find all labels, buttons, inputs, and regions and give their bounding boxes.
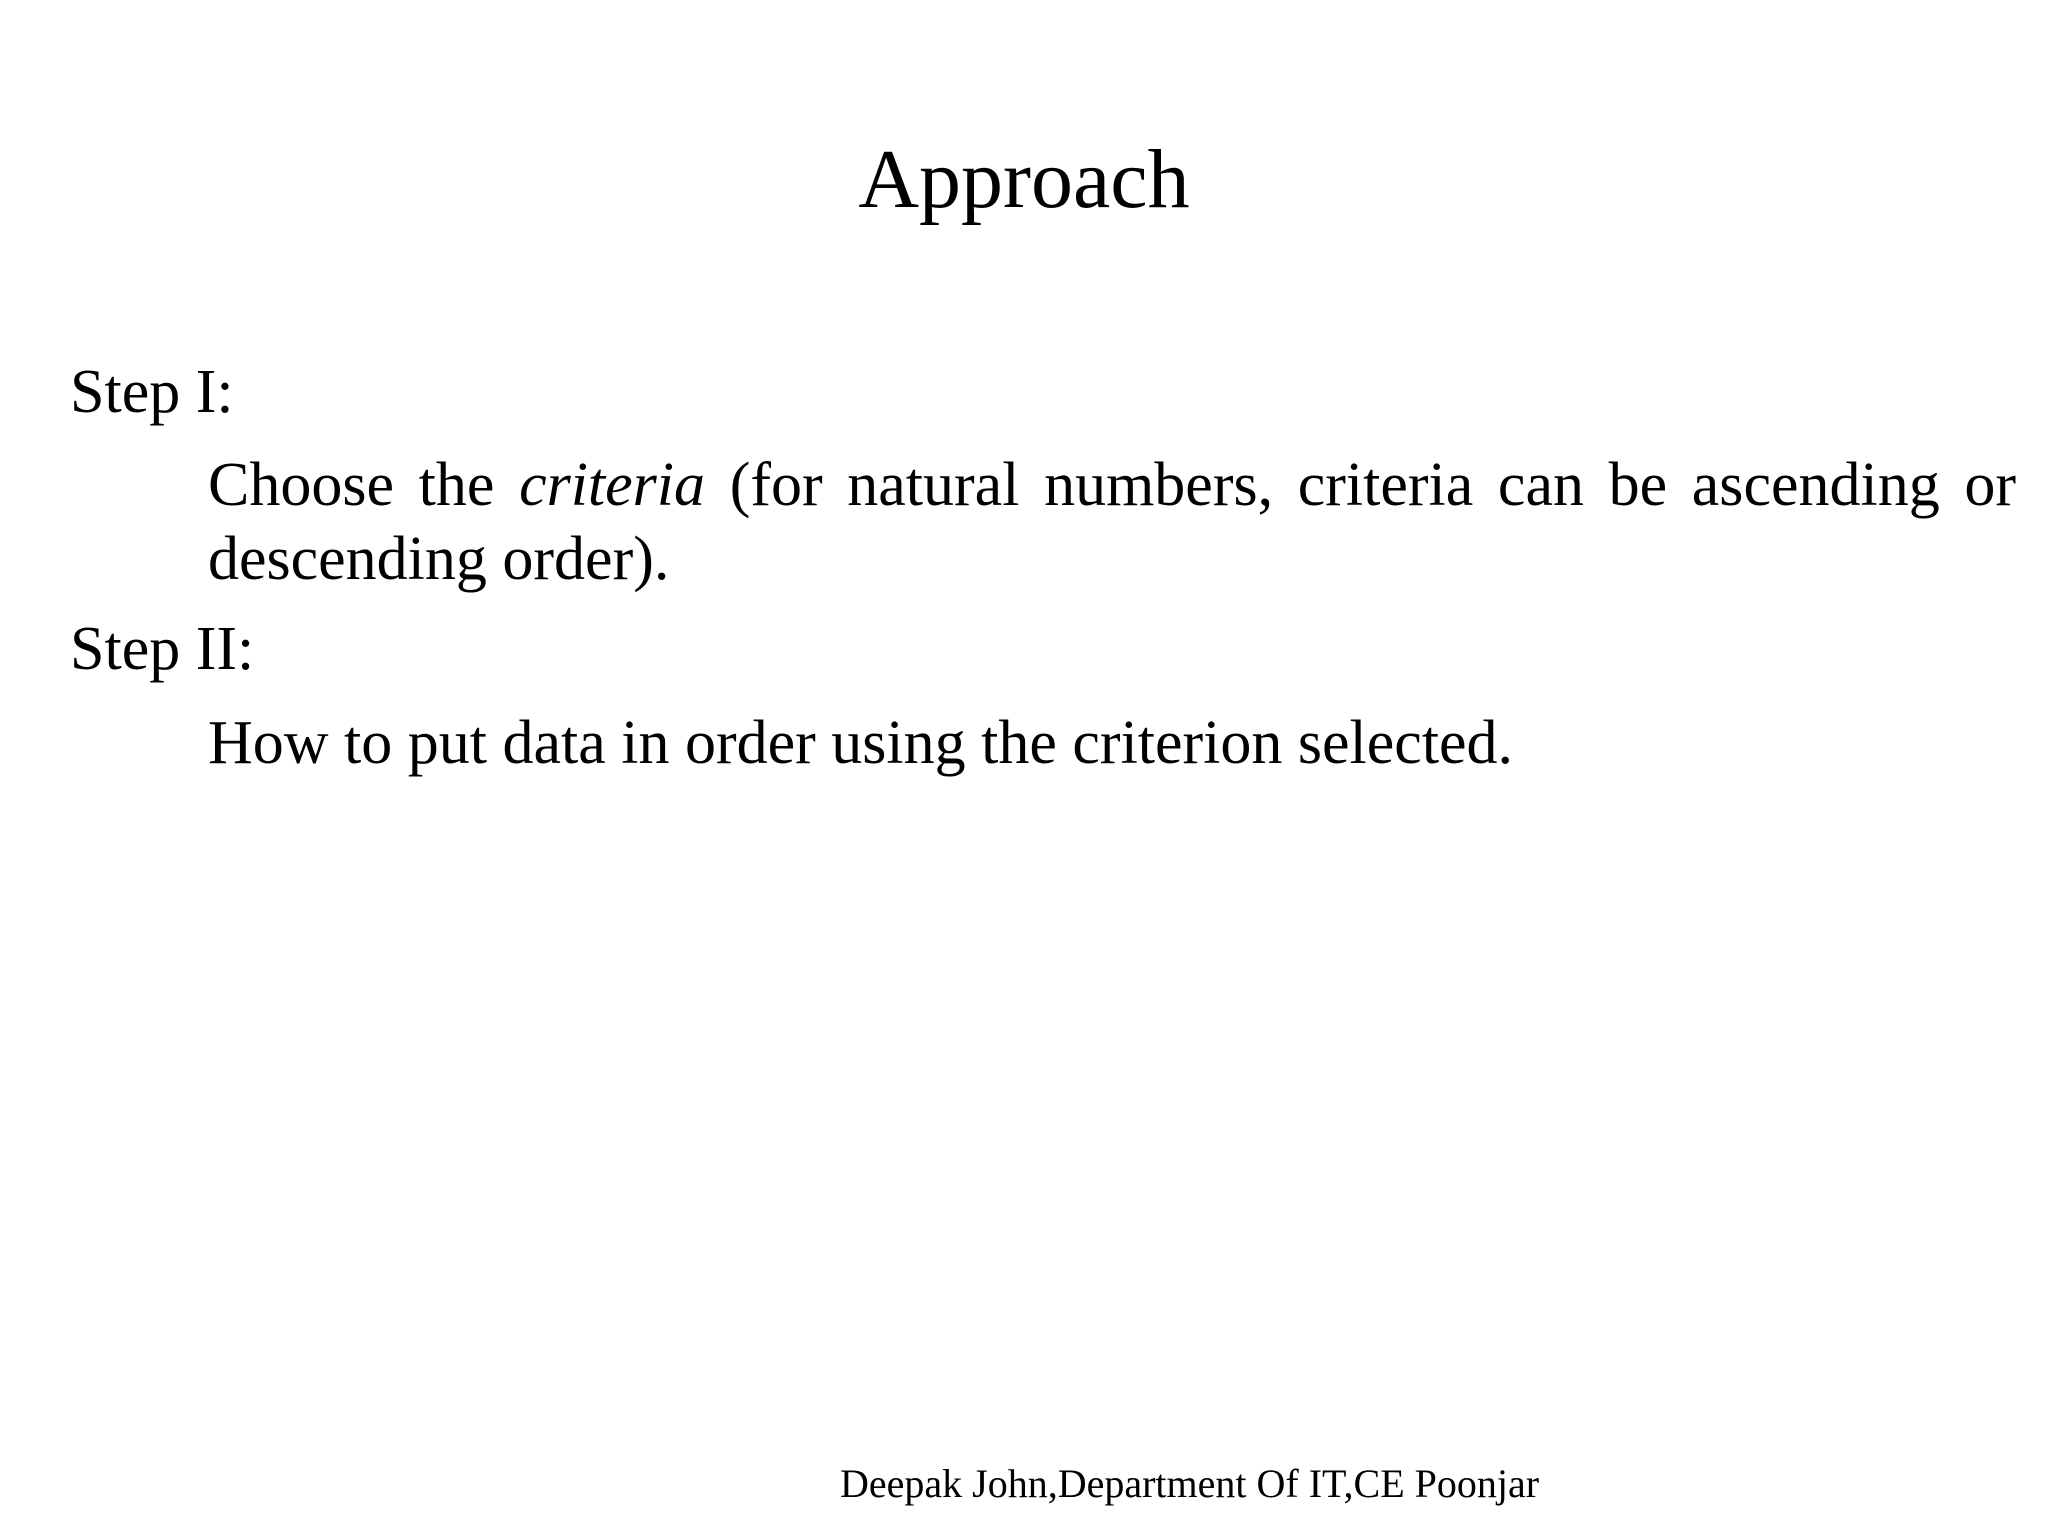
step-1-description	[208, 448, 2016, 596]
step-1-text-before: Choose the	[208, 451, 520, 519]
step-2-description: How to put data in order using the criterion selected.	[208, 709, 1514, 777]
step-1-label: Step I:	[70, 358, 234, 426]
slide-title: Approach	[858, 133, 1190, 226]
criteria-emphasis: criteria	[519, 451, 706, 519]
step-1-text-after: (for natural numbers, criteria can be ascending or descending order).	[208, 451, 2017, 593]
step-2-label: Step II:	[70, 615, 255, 683]
slide-footer: Deepak John,Department Of IT,CE Poonjar	[840, 1461, 1540, 1506]
